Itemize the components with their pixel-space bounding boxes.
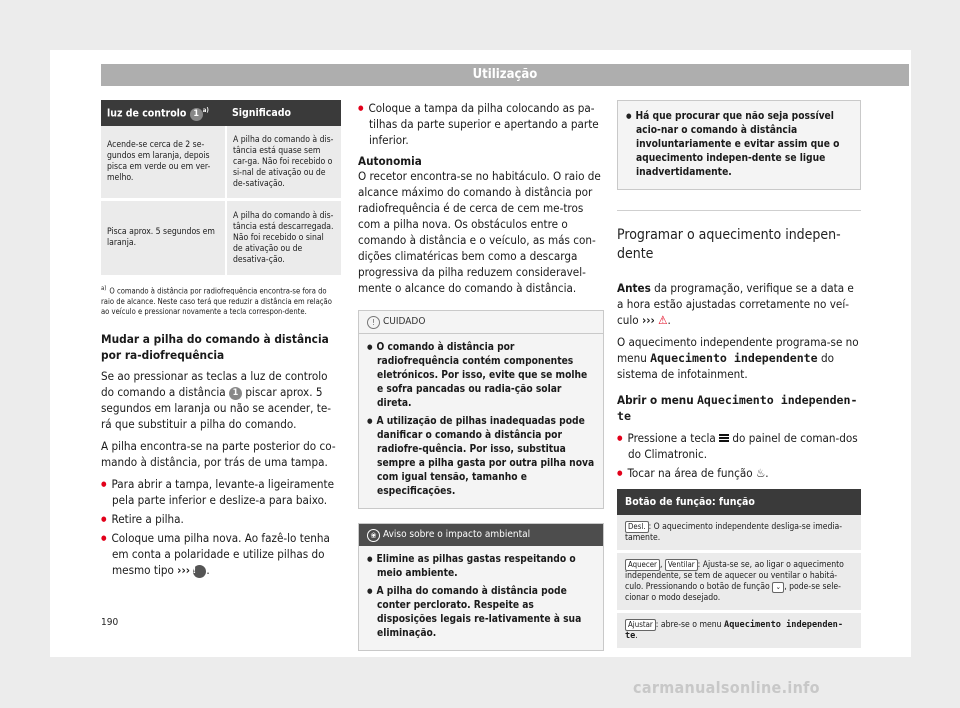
table-cell-significado: A pilha do comando à dis-tância está descarregada. Não foi recebido o sinal de ativação ou de desativa-ção. (226, 200, 341, 277)
environment-body (359, 546, 603, 650)
table-row (101, 200, 341, 277)
warning-triangle-icon: ⚠ (658, 313, 668, 327)
list-item: ● Tocar na área de função ♨. (617, 465, 861, 481)
list-item: ● Coloque a tampa da pilha colocando as pa-tilhas da parte superior e apertando a parte inferior. (358, 100, 604, 148)
flower-icon: ❀ (367, 529, 380, 542)
environment-header: ❀ Aviso sobre o impacto ambiental (359, 524, 603, 546)
table-header-luz: luz de controlo 1 $^{a)}$ (101, 100, 226, 126)
marker-1-icon: 1 (190, 108, 203, 121)
environment-box (358, 523, 604, 651)
table-header-significado: Significado (226, 100, 341, 126)
heading-autonomia: Autonomia (358, 154, 422, 168)
indicator-table (101, 100, 341, 278)
list-item: ● O comando à distância por radiofrequência contém componentes eletrónicos. Por isso, evite que se molhe e sofra pancadas ou radia-ção solar direta. (367, 340, 595, 411)
list-item: ● Retire a pilha. (101, 511, 341, 527)
table-row: Ajustar : abre-se o menu Aquecimento independen-te. (617, 613, 861, 651)
key-aquecer: Aquecer (625, 559, 660, 571)
paragraph: A pilha encontra-se na parte posterior do co-mando à distância, por trás de uma tampa. (101, 438, 336, 469)
column-right (617, 100, 861, 651)
paragraph: Se ao pressionar as teclas a luz de controlo do comando a distância 1 piscar aprox. 5 segundos em laranja ou não se acender, te-rá que substituir a pilha do comando. (101, 368, 332, 431)
section-title: Programar o aquecimento indepen-dente (617, 210, 861, 264)
warning-body (618, 101, 860, 189)
list-item: ● Elimine as pilhas gastas respeitando o meio ambiente. (367, 552, 595, 581)
cross-reference-arrows: ››› (177, 562, 191, 577)
warning-box (617, 100, 861, 190)
heating-icon: ♨ (755, 466, 766, 480)
watermark: carmanualsonline.info (633, 678, 820, 697)
list-item: ● A pilha do comando à distância pode conter perclorato. Respeite as disposições legais re-lativamente à sua eliminação. (367, 584, 595, 641)
column-left (101, 100, 341, 581)
list-item: ● A utilização de pilhas inadequadas pode danificar o comando à distância por radiofre-quência. Por isso, substitua sempre a pilha gasta por outra pilha nova com igual tensão, tamanho e especificações. (367, 414, 595, 499)
paragraph: O recetor encontra-se no habitáculo. O raio de alcance máximo do comando à distância por radiofrequência é de cerca de cem me-tros com a pilha nova. Os obstáculos entre o comando à distância e o veículo, as más con-dições climatéricas bem como a descarga progressiva da pilha reduzem consideravel-mente o alcance do comando à distância. (358, 169, 601, 295)
list-item: ● Pressione a tecla do painel de coman-dos do Climatronic. (617, 430, 861, 462)
function-button-table (617, 489, 861, 651)
paragraph: Antes da programação, verifique se a data e a hora estão ajustadas corretamente no veí-culo ››› ⚠. (617, 281, 854, 327)
caution-body (359, 334, 603, 508)
table-header-row (101, 100, 341, 126)
page-number: 190 (101, 617, 119, 628)
list-item: ● Há que procurar que não seja possível acio-nar o comando à distância involuntariamente e evitar assim que o aquecimento indepen-dente se ligue inadvertidamente. (626, 109, 852, 180)
key-ajustar: Ajustar (625, 619, 656, 631)
manual-page (50, 50, 911, 657)
caution-header: ! CUIDADO (359, 311, 603, 334)
info-icon: ! (193, 565, 206, 578)
caution-icon: ! (367, 316, 380, 329)
section-header: Utilização (101, 64, 909, 86)
table-cell-luz: Pisca aprox. 5 segundos em laranja. (101, 200, 226, 277)
table-cell-significado: A pilha do comando à dis-tância está quase sem car-ga. Não foi recebido o si-nal de ativação ou de de-sativação. (226, 126, 341, 200)
column-middle (358, 100, 604, 651)
marker-1-icon: 1 (229, 387, 242, 400)
paragraph: O aquecimento independente programa-se no menu Aquecimento independente do sistema de infotainment. (617, 335, 859, 381)
table-footnote: $^{a)}$ O comando à distância por radiofrequência encontra-se fora do raio de alcance. Neste caso terá que reduzir a distância em relação ao veículo e pressionar novamente a tecla correspon-dente. (101, 285, 332, 316)
cross-reference-arrows: ››› (641, 313, 655, 327)
caution-box (358, 310, 604, 509)
function-table-header: Botão de função: função (617, 489, 861, 515)
key-desl: Desl. (625, 521, 649, 533)
paragraph: Abrir o menu Aquecimento independen-te (617, 393, 858, 423)
list-item: ● Coloque uma pilha nova. Ao fazê-lo tenha em conta a polaridade e utilize pilhas do mesmo tipo ››› ! . (101, 530, 341, 578)
heading-change-battery: Mudar a pilha do comando à distância por ra-diofrequência (101, 331, 329, 362)
chevron-down-icon: ⌄ (772, 582, 784, 593)
list-item: ● Para abrir a tampa, levante-a ligeiramente pela parte inferior e deslize-a para baixo. (101, 476, 341, 508)
table-row: Desl. : O aquecimento independente desliga-se imedia-tamente. (617, 515, 861, 553)
table-row (101, 126, 341, 200)
table-cell-luz: Acende-se cerca de 2 se-gundos em laranja, depois pisca em verde ou em ver-melho. (101, 126, 226, 200)
menu-key-icon (719, 433, 729, 443)
table-row: Aquecer , Ventilar : Ajusta-se se, ao ligar o aquecimento independente, se tem de aquecer ou ventilar o habitá-culo. Pressionando o botão de função ⌄ , pode-se sele-cionar o modo desejado. (617, 553, 861, 613)
key-ventilar: Ventilar (665, 559, 698, 571)
